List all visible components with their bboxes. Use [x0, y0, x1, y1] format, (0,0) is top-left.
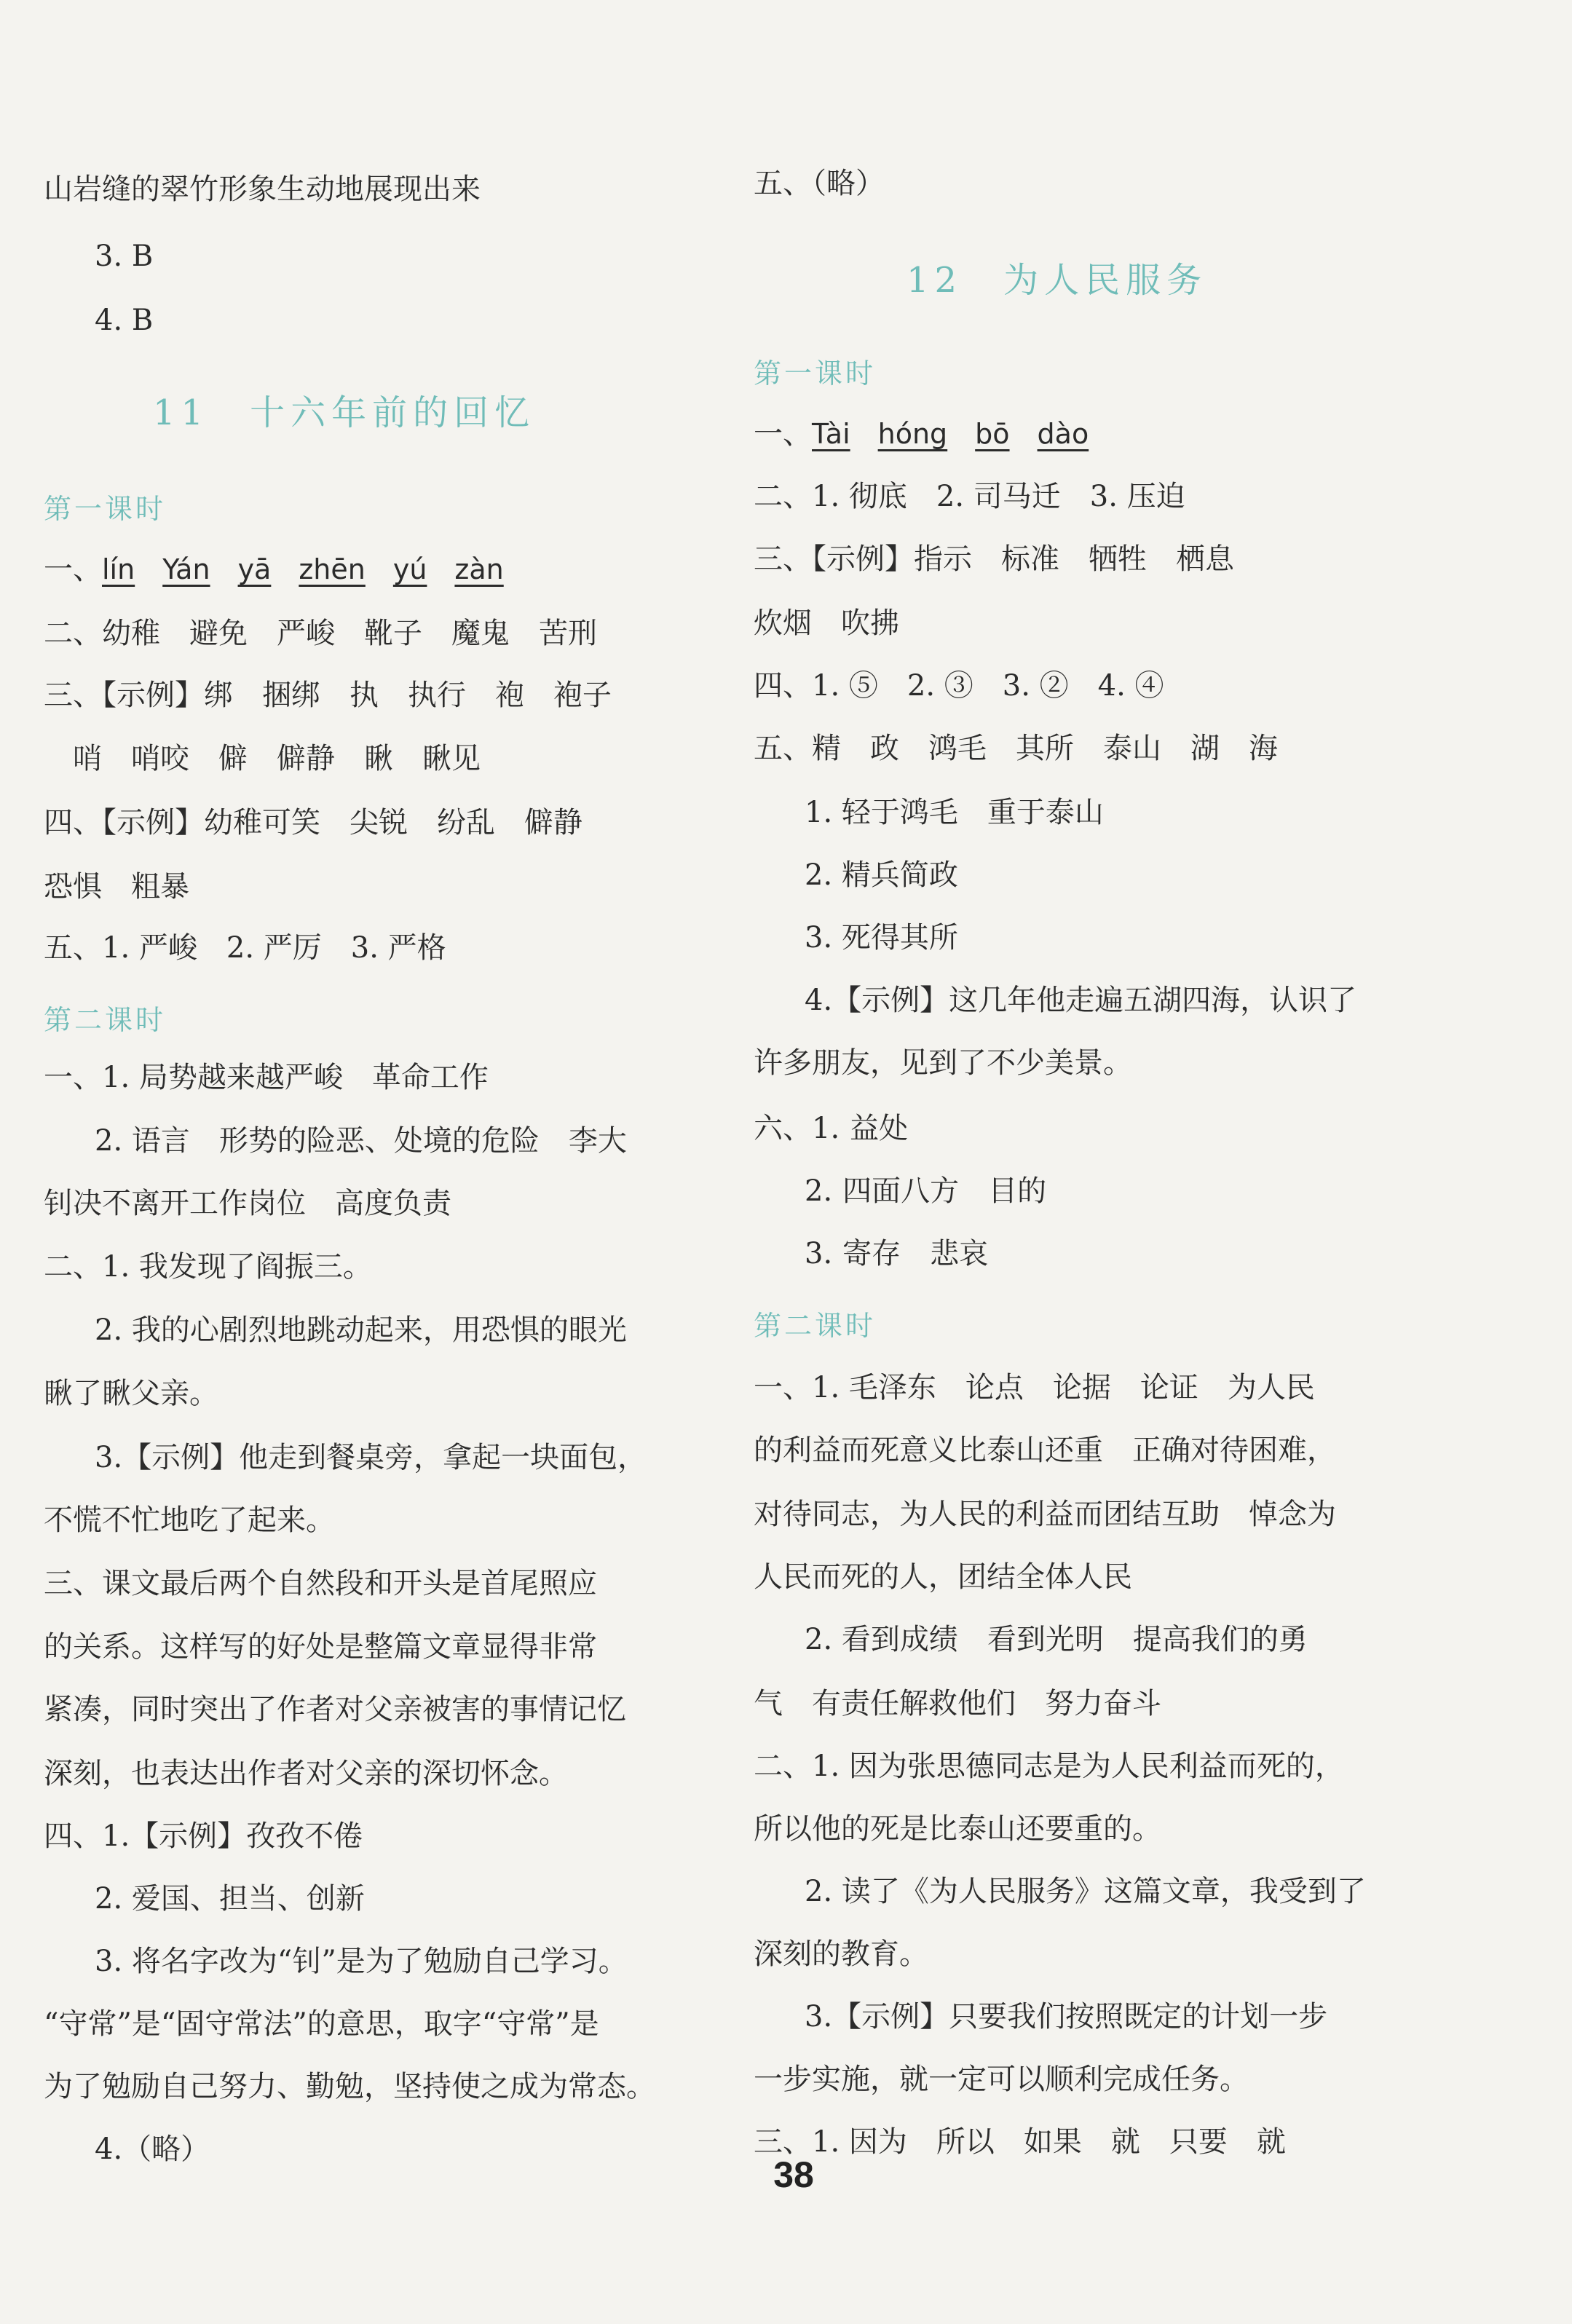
corrected-word: 寄存: [842, 1237, 901, 1270]
item-number: 一、: [754, 417, 812, 451]
answer-line: 3. 死得其所: [805, 921, 958, 954]
answer-line: 不慌不忙地吃了起来。: [44, 1503, 335, 1537]
answer-line: 恐惧 粗暴: [44, 870, 189, 904]
answer-line: 2. 语言 形势的险恶、处境的危险 李大: [95, 1124, 627, 1158]
section-label-first-period: 第一课时: [44, 493, 167, 525]
item-number: 3.: [805, 1237, 833, 1270]
pinyin: lín: [102, 553, 135, 585]
answer-line: 三、【示例】绑 捆绑 执 执行 袍 袍子: [44, 679, 612, 712]
answer-line: 深刻的教育。: [754, 1937, 928, 1971]
pinyin-answer-line: [44, 548, 532, 591]
answer-line: 2. 读了《为人民服务》这篇文章，我受到了: [805, 1875, 1366, 1908]
answer-line: 钊决不离开工作岗位 高度负责: [44, 1187, 451, 1220]
corrected-word: 悲哀: [930, 1237, 989, 1270]
answer-line: 二、1. 我发现了阎振三。: [44, 1250, 372, 1284]
answer-line: 二、幼稚 避免 严峻 靴子 魔鬼 苦刑: [44, 617, 597, 650]
answer-line: “守常”是“固守常法”的意思，取字“守常”是: [44, 2007, 599, 2041]
answer-line: 一、1. 毛泽东 论点 论据 论证 为人民: [754, 1371, 1315, 1404]
answer-line: 炊烟 吹拂: [754, 606, 899, 640]
answer-line: 一步实施，就一定可以顺利完成任务。: [754, 2063, 1249, 2096]
answer-line: 五、1. 严峻 2. 严厉 3. 严格: [44, 931, 446, 965]
answer-line: 五、（略）: [754, 167, 885, 200]
answer-line: 2. 看到成绩 看到光明 提高我们的勇: [805, 1623, 1308, 1656]
pinyin: bō: [975, 418, 1010, 450]
correction-line: [805, 1232, 1017, 1276]
answer-line: 4. B: [95, 304, 154, 337]
corrected-word: 益处: [850, 1112, 909, 1145]
item-number: 2.: [805, 1174, 833, 1208]
section-label-first-period: 第一课时: [754, 357, 877, 390]
item-number: 六、1.: [754, 1112, 840, 1145]
answer-line: 紧凑，同时突出了作者对父亲被害的事情记忆: [44, 1693, 626, 1726]
pinyin: zàn: [454, 553, 504, 585]
answer-line: 为了勉励自己努力、勤勉，坚持使之成为常态。: [44, 2070, 655, 2103]
pinyin: Tài: [812, 418, 850, 450]
answer-line: 许多朋友，见到了不少美景。: [754, 1046, 1132, 1080]
pinyin-answer-line: [754, 412, 1116, 456]
answer-line: 三、1. 因为 所以 如果 就 只要 就: [754, 2125, 1286, 2159]
answer-line: 4.（略）: [95, 2133, 210, 2166]
answer-line: 山岩缝的翠竹形象生动地展现出来: [44, 173, 481, 206]
answer-line: 四、【示例】幼稚可笑 尖锐 纷乱 僻静: [44, 806, 582, 839]
answer-line: 四、1. ⑤ 2. ③ 3. ② 4. ④: [754, 669, 1164, 703]
lesson-title-11: 11 十六年前的回忆: [153, 392, 536, 433]
page-number: 38: [773, 2154, 814, 2195]
answer-line: 二、1. 因为张思德同志是为人民利益而死的，: [754, 1750, 1344, 1783]
answer-line: 哨 哨咬 僻 僻静 瞅 瞅见: [73, 742, 481, 775]
answer-line: 人民而死的人，团结全体人民: [754, 1560, 1132, 1594]
answer-line: 的关系。这样写的好处是整篇文章显得非常: [44, 1630, 597, 1664]
answer-line: 深刻，也表达出作者对父亲的深切怀念。: [44, 1757, 568, 1790]
pinyin: yā: [237, 553, 272, 585]
answer-line: 五、精 政 鸿毛 其所 泰山 湖 海: [754, 732, 1278, 765]
corrected-word: 目的: [988, 1174, 1047, 1208]
answer-line: 3.【示例】他走到餐桌旁，拿起一块面包，: [95, 1441, 647, 1474]
answer-line: 3. 将名字改为“钊”是为了勉励自己学习。: [95, 1945, 628, 1978]
corrected-word: 四面八方: [842, 1174, 960, 1208]
lesson-title-12: 12 为人民服务: [907, 260, 1208, 301]
pinyin: hóng: [877, 418, 948, 450]
answer-line: 2. 爱国、担当、创新: [95, 1882, 365, 1916]
answer-line: 三、课文最后两个自然段和开头是首尾照应: [44, 1567, 597, 1600]
answer-line: 3.【示例】只要我们按照既定的计划一步: [805, 2000, 1328, 2034]
answer-line: 所以他的死是比泰山还要重的。: [754, 1812, 1161, 1846]
item-number: 一、: [44, 553, 102, 586]
answer-line: 一、1. 局势越来越严峻 革命工作: [44, 1061, 489, 1094]
section-label-second-period: 第二课时: [44, 1004, 167, 1036]
pinyin: Yán: [162, 553, 210, 585]
answer-line: 瞅了瞅父亲。: [44, 1377, 218, 1410]
correction-line: [805, 1169, 1075, 1213]
answer-line: 2. 精兵简政: [805, 858, 958, 892]
answer-line: 气 有责任解救他们 努力奋斗: [754, 1687, 1161, 1720]
answer-line: 4.【示例】这几年他走遍五湖四海，认识了: [805, 984, 1357, 1017]
pinyin: dào: [1037, 418, 1089, 450]
section-label-second-period: 第二课时: [754, 1310, 877, 1342]
answer-line: 的利益而死意义比泰山还重 正确对待困难，: [754, 1434, 1336, 1467]
answer-line: 四、1.【示例】孜孜不倦: [44, 1819, 363, 1853]
answer-line: 对待同志，为人民的利益而团结互助 悼念为: [754, 1498, 1336, 1531]
pinyin: zhēn: [299, 553, 366, 585]
answer-line: 3. B: [95, 240, 154, 273]
correction-line: [754, 1107, 937, 1150]
answer-line: 2. 我的心剧烈地跳动起来，用恐惧的眼光: [95, 1313, 627, 1347]
answer-line: 三、【示例】指示 标准 牺牲 栖息: [754, 542, 1234, 576]
pinyin: yú: [392, 553, 427, 585]
answer-line: 二、1. 彻底 2. 司马迁 3. 压迫: [754, 480, 1185, 513]
answer-line: 1. 轻于鸿毛 重于泰山: [805, 796, 1104, 829]
